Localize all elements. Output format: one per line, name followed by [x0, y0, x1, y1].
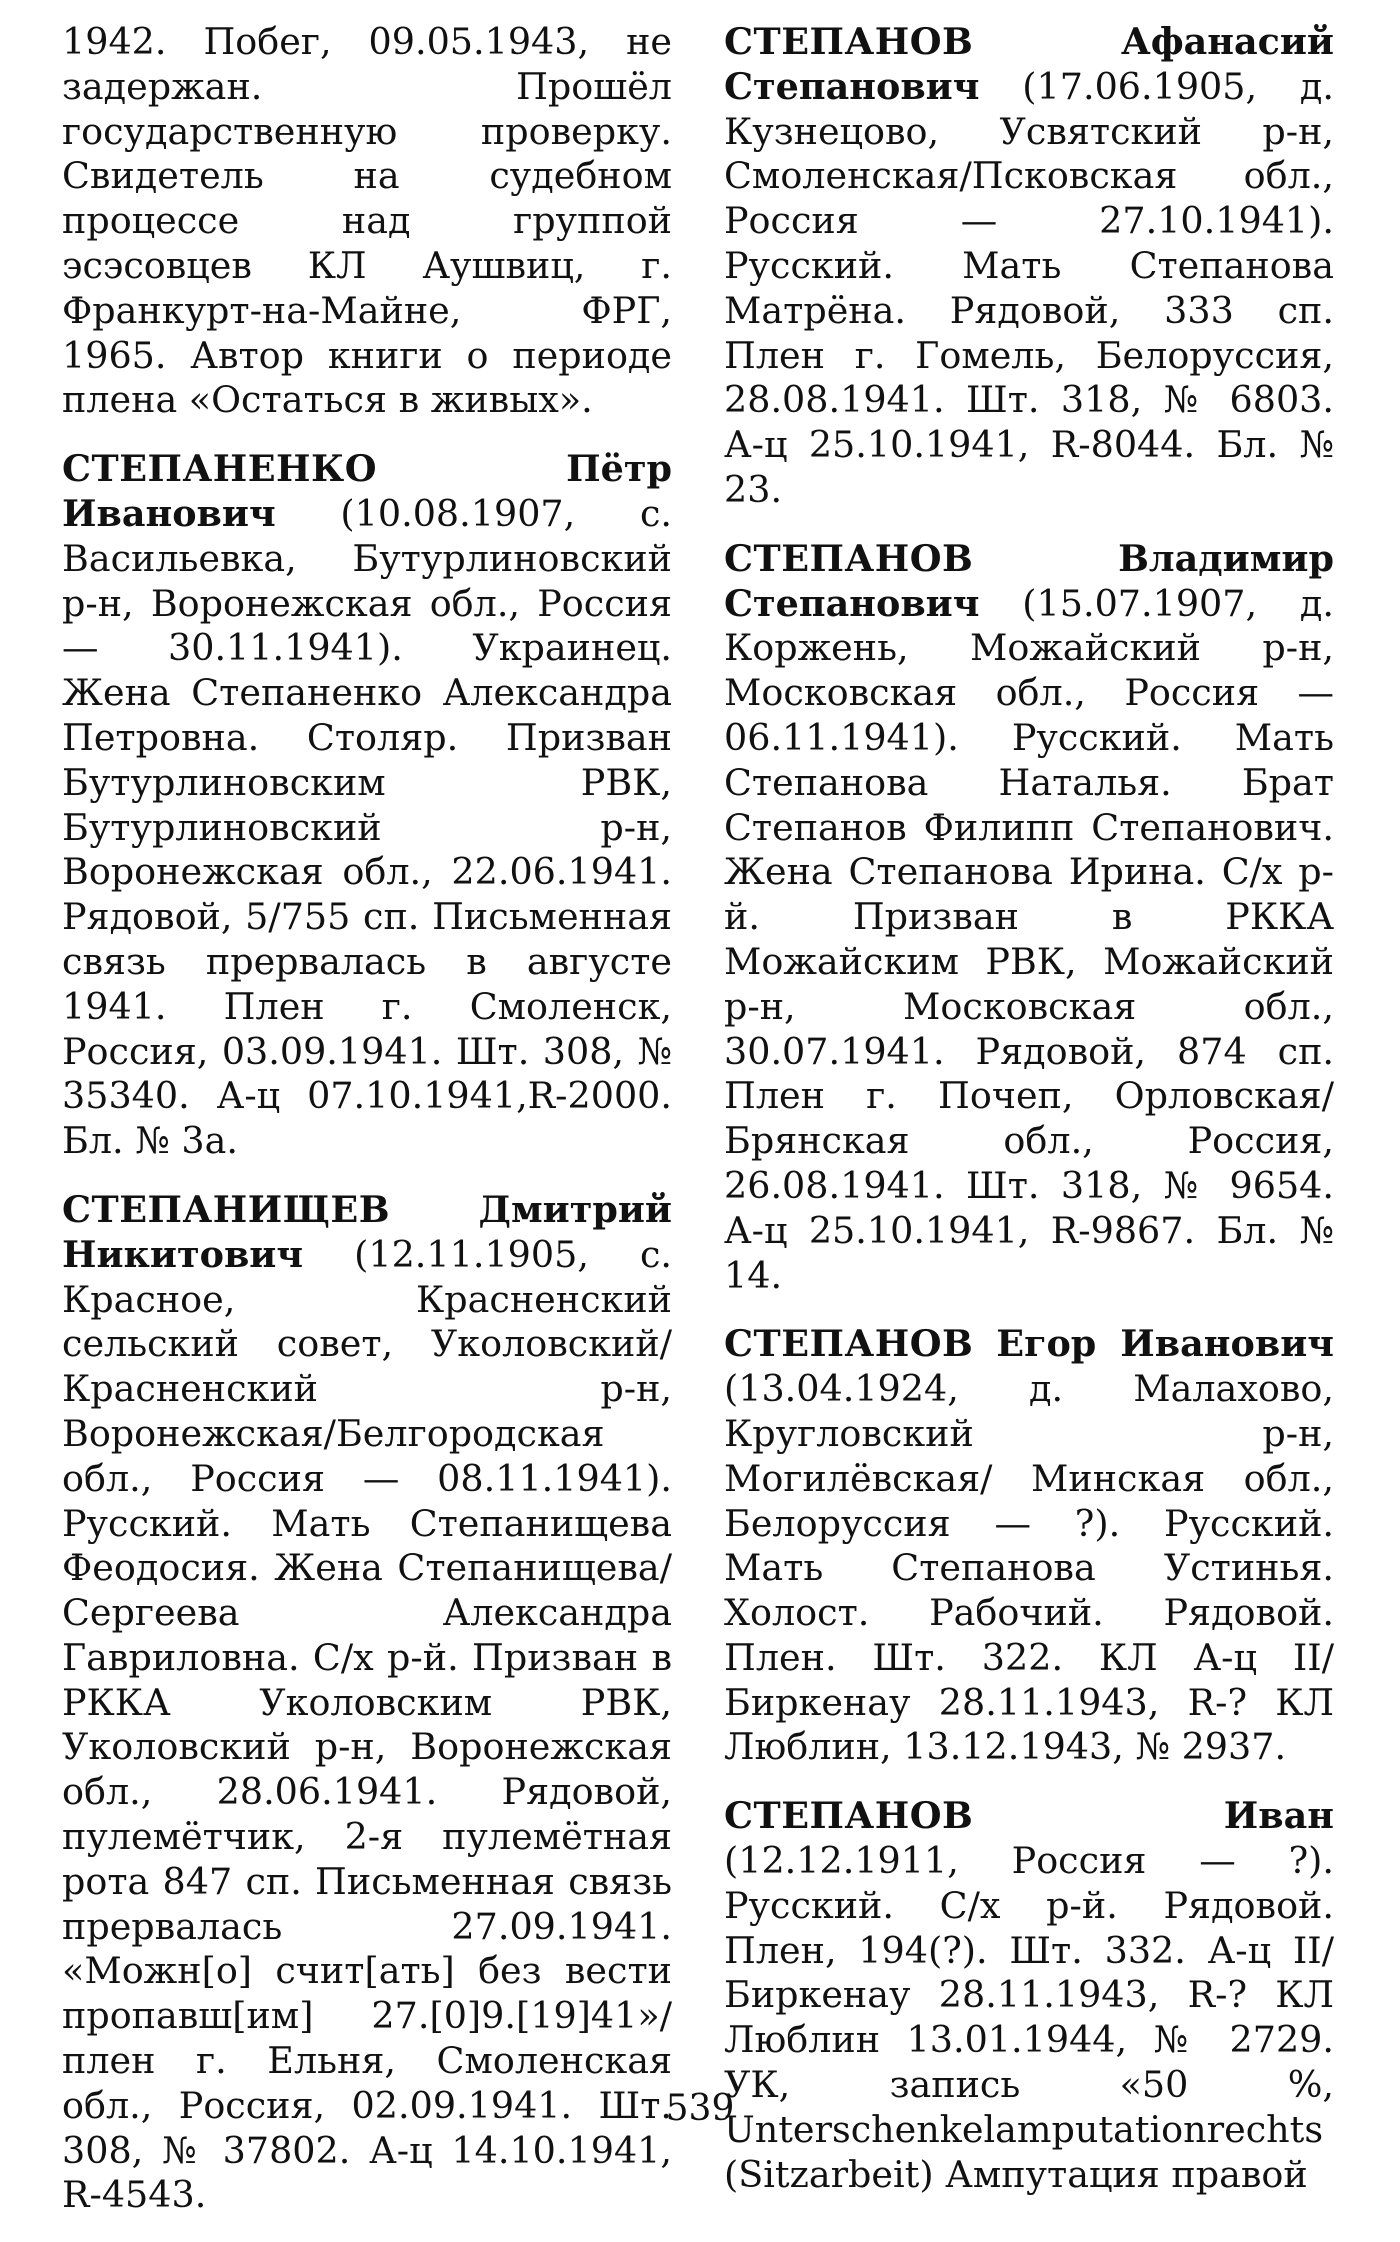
entry-surname: СТЕПАНОВ: [724, 1794, 974, 1838]
entry-text: (13.04.1924, д. Малахово, Кругловский р-н, Могилёвская/ Минская обл., Белоруссия — ?). Русский. Мать Степанова Устинья. Холост. Рабочий. Рядовой. Плен. Шт. 322. КЛ А-ц II/Биркенау 28.11.1943, R-? КЛ Люблин, 13.12.1943, № 2937.: [724, 1367, 1334, 1769]
entry-stepanishchev: [62, 1188, 672, 2218]
entry-stepanov-vladimir: [724, 537, 1334, 1299]
entry-given-name: Пётр Иванович: [62, 447, 672, 535]
entry-surname: СТЕПАНИЩЕВ: [62, 1187, 391, 1231]
entry-text: (10.08.1907, с. Васильевка, Бутурлиновский р-н, Воронежская обл., Россия — 30.11.1941). Украинец. Жена Степаненко Александра Петровна. Столяр. Призван Бутурлиновским РВК, Бутурлиновский р-н, Воронежская обл., 22.06.1941. Рядовой, 5/755 сп. Письменная связь прервалась в августе 1941. Плен г. Смоленск, Россия, 03.09.1941. Шт. 308, № 35340. А-ц 07.10.1941,R-2000. Бл. № 3а.: [62, 491, 672, 1163]
entry-given-name: Дмитрий Никитович: [62, 1187, 672, 1276]
entry-stepanov-egor: [724, 1322, 1334, 1770]
entry-text: (12.11.1905, с. Красное, Красненский сельский совет, Уколовский/Красненский р-н, Воронежская/Белгородская обл., Россия — 08.11.1941). Русский. Мать Степанищева Феодосия. Жена Степанищева/Сергеева Александра Гавриловна. С/х р-й. Призван в РККА Уколовским РВК, Уколовский р-н, Воронежская обл., 28.06.1941. Рядовой, пулемётчик, 2-я пулемётная рота 847 сп. Письменная связь прервалась 27.09.1941. «Можн[о] счит[ать] без вести пропавш[им] 27.[0]9.[19]41»/ плен г. Ельня, Смоленская обл., Россия, 02.09.1941. Шт. 308, № 37802. А-ц 14.10.1941, R-4543.: [62, 1232, 672, 2217]
entry-text: (17.06.1905, д. Кузнецово, Усвятский р-н, Смоленская/Псковская обл., Россия — 27.10.1941). Русский. Мать Степанова Матрёна. Рядовой, 333 сп. Плен г. Гомель, Белоруссия, 28.08.1941. Шт. 318, № 6803. А-ц 25.10.1941, R-8044. Бл. № 23.: [724, 64, 1334, 511]
entry-given-name: Егор Иванович: [996, 1322, 1334, 1366]
page-number: 539: [665, 2088, 735, 2129]
entry-given-name: Владимир Степанович: [724, 536, 1334, 625]
entry-stepanov-afanasiy: [724, 20, 1334, 513]
entry-surname: СТЕПАНЕНКО: [62, 447, 378, 491]
entry-stepanenko: [62, 447, 672, 1164]
entry-surname: СТЕПАНОВ: [724, 536, 974, 580]
entry-surname: СТЕПАНОВ: [724, 1322, 974, 1366]
entry-surname: СТЕПАНОВ: [724, 20, 974, 63]
entry-stepanov-ivan: [724, 1794, 1334, 2197]
continuation-paragraph: 1942. Побег, 09.05.1943, не задержан. Прошёл государственную проверку. Свидетель на судебном процессе над группой эсэсовцев КЛ Аушвиц, г. Франкурт-на-Майне, ФРГ, 1965. Автор книги о периоде плена «Остаться в живых».: [62, 20, 672, 422]
entry-given-name: Иван: [1223, 1794, 1334, 1838]
entry-text: (12.12.1911, Россия — ?). Русский. С/х р-й. Рядовой. Плен, 194(?). Шт. 332. А-ц II/Биркенау 28.11.1943, R-? КЛ Люблин 13.01.1944, № 2729. УК, запись «50 %, Unterschenkelamputationrechts (Sitzarbeit) Ампутация правой: [724, 1839, 1334, 2196]
entry-text: (15.07.1907, д. Коржень, Можайский р-н, Московская обл., Россия — 06.11.1941). Русский. Мать Степанова Наталья. Брат Степанов Филипп Степанович. Жена Степанова Ирина. С/х р-й. Призван в РККА Можайским РВК, Можайский р-н, Московская обл., 30.07.1941. Рядовой, 874 сп. Плен г. Почеп, Орловская/Брянская обл., Россия, 26.08.1941. Шт. 318, № 9654. А-ц 25.10.1941, R-9867. Бл. № 14.: [724, 581, 1334, 1297]
right-column: [724, 20, 1334, 2221]
entry-given-name: Афанасий Степанович: [724, 20, 1334, 108]
left-column: [62, 20, 672, 2242]
